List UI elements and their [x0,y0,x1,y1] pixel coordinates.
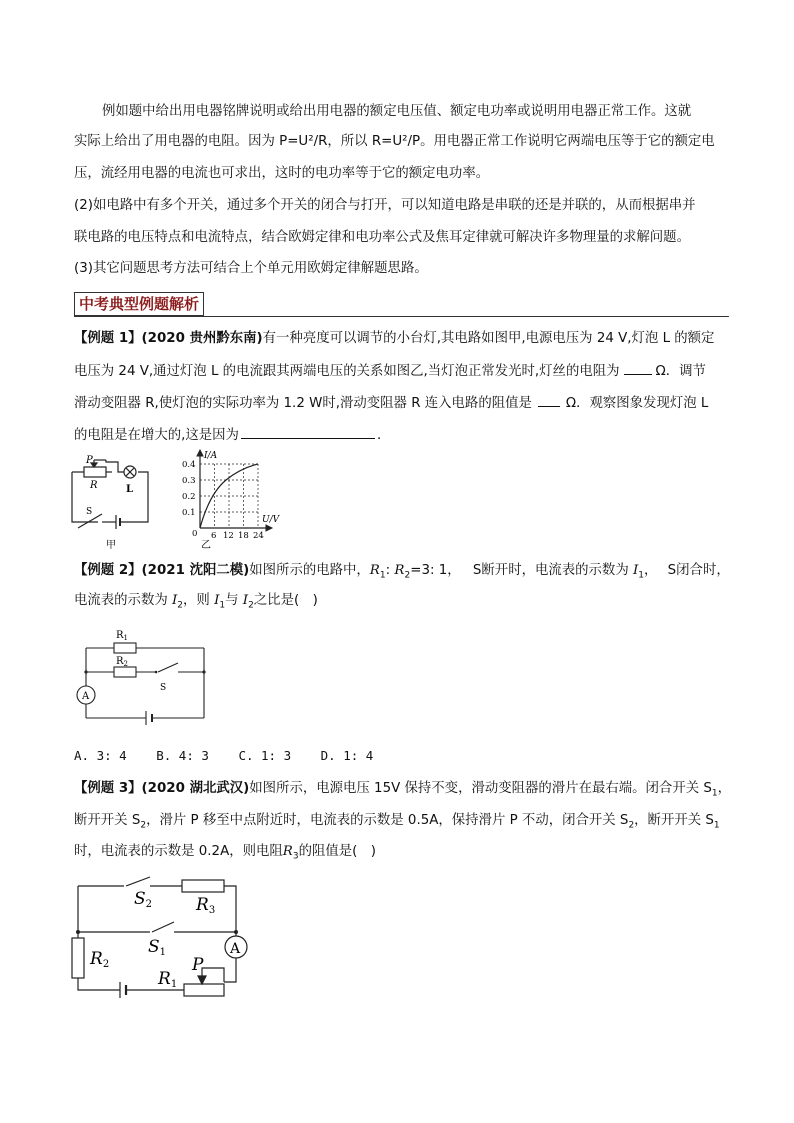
rheostat-r1 [184,984,224,996]
ex1-line-4 [74,426,734,445]
ex1-source: (2020 贵州黔东南) [141,331,263,346]
ex3-text-3b: 的阻值是( ) [298,844,377,859]
label-r3: R [196,895,209,915]
label-s1: S [148,937,160,957]
label-r1: R [116,630,124,641]
label-r2: R [116,656,124,667]
label-s: S [86,507,93,517]
label-l: L [126,484,134,495]
svg-text:R2 [116,656,128,668]
ytick: 0.3 [182,476,196,486]
ex3-text-3a: 时，电流表的示数是 0.2A，则电阻 [74,844,283,859]
iu-graph [182,448,292,551]
ex2-label: 【例题 2】 [74,563,142,578]
ex2-line-2: 电流表的示数为 $I_2$，则 $I_1$与 $I_2$之比是( ) [74,593,318,611]
svg-text:R3: R3 [196,895,216,916]
ex3-line-1: 【例题 3】(2020 湖北武汉)如图所示，电源电压 15V 保持不变，滑动变阻器的滑片在最右端。闭合开关 $S_1$， [74,781,731,799]
label-p: P [86,455,93,466]
switch-s [158,663,178,672]
circuit-figure-ex2 [74,622,214,722]
option-d[interactable]: D. 1: 4 [320,748,374,763]
ex1-text: 有一种亮度可以调节的小台灯,其电路如图甲,电源电压为 24 V,灯泡 L 的额定 [262,331,715,346]
ex2-text-2c: 与 [225,593,239,608]
ex2-line-1: 【例题 2】(2021 沈阳二模)如图所示的电路中，$R_1$: $R_2=3$: 1， S断开时，电流表的示数为 $I_1$， S闭合时， [74,563,730,581]
label-s: S [160,683,167,693]
switch-s2 [126,877,150,886]
ex3-text-2a: 断开开关 S [74,813,141,828]
section-heading: 中考典型例题解析 [74,292,204,316]
ex1-text-3: 滑动变阻器 R,使灯泡的实际功率为 1.2 W时,滑动变阻器 R 连入电路的阻值是 [74,396,532,411]
ex3-line-3: 时，电流表的示数是 0.2A，则电阻$R_3$的阻值是( ) [74,844,377,862]
option-b[interactable]: B. 4: 3 [156,748,209,763]
label-r2-sub: 2 [123,660,128,668]
svg-text:R1: R1 [158,969,178,990]
ex3-text-2b: ，滑片 P 移至中点附近时，电流表的示数是 0.5A，保持滑片 P 不动，闭合开关 S [146,813,629,828]
label-r2: R [90,949,103,969]
resistor-r1 [114,643,136,653]
ex1-line-1 [74,330,734,348]
heading-rule [74,316,729,317]
option-a[interactable]: A. 3: 4 [74,748,127,763]
label-a: A [82,691,90,702]
svg-text:R1 [116,630,128,642]
y-axis-label: I/A [204,451,218,461]
resistor-r2 [72,938,84,978]
ex2-text-b: 断开时，电流表的示数为 [481,563,629,578]
xtick: 24 [253,531,264,541]
caption-b: 乙 [201,540,211,551]
xtick: 18 [238,531,249,541]
svg-text:S2: S2 [134,889,153,910]
ex3-text-2c: ，断开开关 S [634,813,714,828]
label-a: A [230,941,241,957]
ex2-source: (2021 沈阳二模) [141,563,250,578]
resistor-r2 [114,667,136,677]
circuit-figure-ex3 [70,872,260,1002]
ex2-text: 如图所示的电路中， [249,563,370,578]
option-c[interactable]: C. 1: 3 [238,748,292,763]
ex1-unit-1: Ω．调节 [655,364,706,379]
ex2-text-c: 闭合时， [676,563,730,578]
ex3-source: (2020 湖北武汉) [141,781,250,796]
ex3-text: 如图所示，电源电压 15V 保持不变，滑动变阻器的滑片在最右端。闭合开关 S [249,781,712,796]
ex2-options [74,747,734,765]
answer-blank-1[interactable] [624,362,652,375]
ex2-text-2a: 电流表的示数为 [74,593,168,608]
intro-line-4: (2)如电路中有多个开关，通过多个开关的闭合与打开，可以知道电路是串联的还是并联的，从而根据串并 [74,198,696,213]
intro-line-5: 联电路的电压特点和电流特点，结合欧姆定律和电功率公式及焦耳定律就可解决许多物理量的求解问题。 [74,230,690,245]
ex3-label: 【例题 3】 [74,781,142,796]
switch-s1 [152,922,174,932]
svg-text:S1: S1 [148,937,167,958]
circuit-figure-a [66,452,156,552]
intro-line-6: (3)其它问题思考方法可结合上个单元用欧姆定律解题思路。 [74,261,428,276]
ytick: 0.4 [182,460,196,470]
resistor-r [84,467,106,477]
intro-line-3: 压，流经用电器的电流也可求出，这时的电功率等于它的额定电功率。 [74,166,490,181]
ex1-text-4: 的电阻是在增大的,这是因为 [74,428,239,443]
caption-a: 甲 [106,540,116,551]
ex1-label: 【例题 1】 [74,331,142,346]
label-r: R [90,480,98,491]
label-r1: R [158,969,171,989]
label-p: P [192,955,204,975]
ex1-text-2: 电压为 24 V,通过灯泡 L 的电流跟其两端电压的关系如图乙,当灯泡正常发光时,灯丝的电阻为 [74,364,620,379]
ytick: 0.1 [182,508,196,518]
label-s2: S [134,889,146,909]
answer-blank-3[interactable] [241,426,375,439]
svg-text:R2: R2 [90,949,110,970]
x-axis-label: U/V [262,515,280,525]
xtick: 12 [223,531,234,541]
intro-line-2: 实际上给出了用电器的电阻。因为 P=U²/R，所以 R=U²/P。用电器正常工作说明它两端电压等于它的额定电 [74,134,715,149]
ex1-unit-2: Ω．观察图象发现灯泡 L [565,396,709,411]
label-r1-sub: 1 [123,634,128,642]
answer-blank-2[interactable] [538,394,560,407]
ex2-text-2d: 之比是( ) [253,593,318,608]
ex3-line-2: 断开开关 $S_2$，滑片 P 移至中点附近时，电流表的示数是 0.5A，保持滑片 P 不动，闭合开关 $S_2$，断开开关 $S_1$ [74,813,720,831]
ex1-line-2 [74,362,734,381]
resistor-r3 [182,880,224,892]
ex1-line-3 [74,394,734,413]
ex1-end: ． [376,428,391,443]
ytick: 0.2 [182,492,196,502]
ex2-text-2b: ，则 [183,593,210,608]
xtick: 6 [211,531,217,541]
origin: 0 [192,529,198,539]
intro-line-1: 例如题中给出用电器铭牌说明或给出用电器的额定电压值、额定电功率或说明用电器正常工作。这就 [102,104,692,119]
